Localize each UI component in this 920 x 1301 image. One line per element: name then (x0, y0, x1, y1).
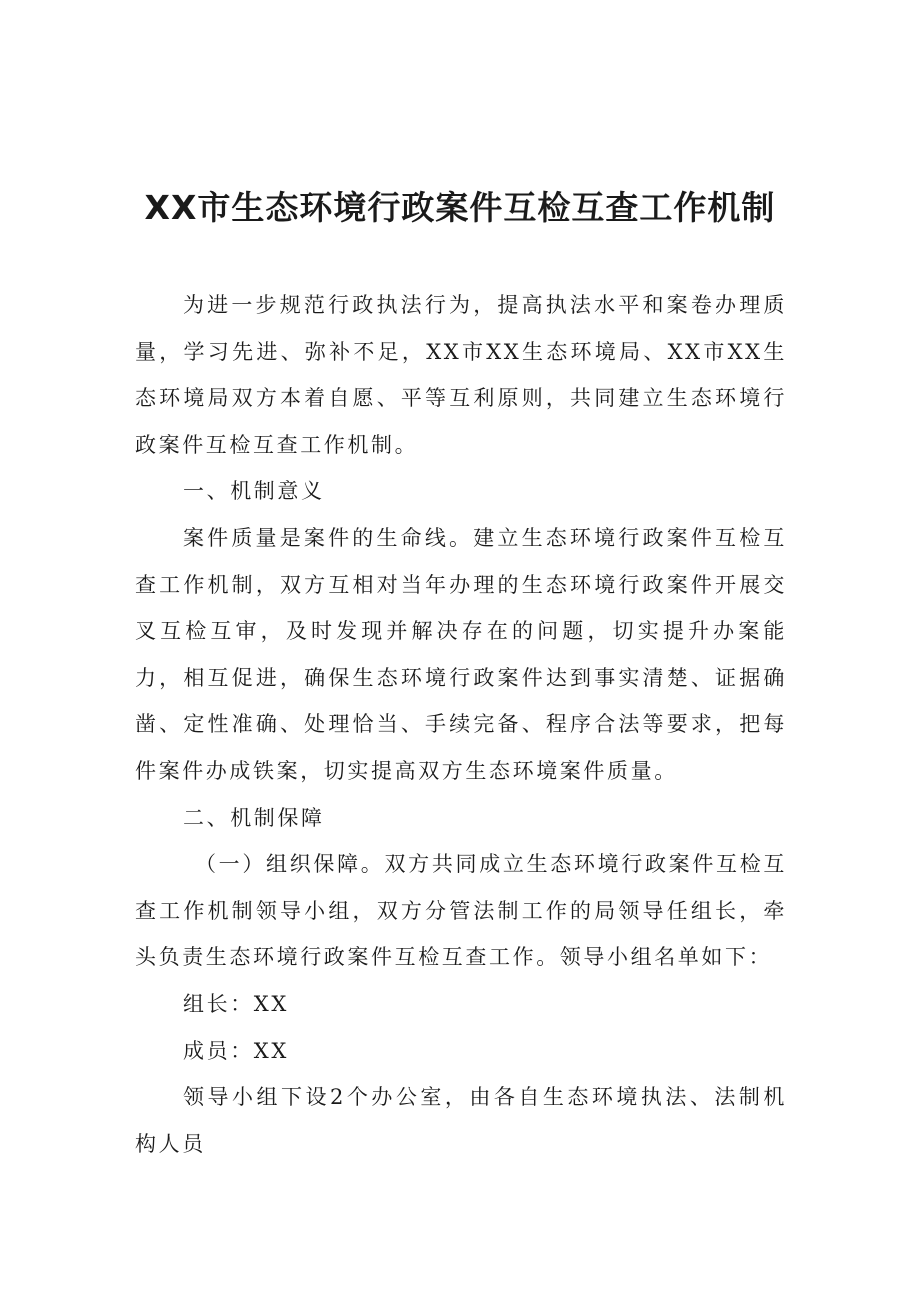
significance-paragraph: 案件质量是案件的生命线。建立生态环境行政案件互检互查工作机制，双方互相对当年办理的生态环境行政案件开展交叉互检互审，及时发现并解决存在的问题，切实提升办案能力，相互促进，确保生态环境行政案件达到事实清楚、证据确凿、定性准确、处理恰当、手续完备、程序合法等要求，把每件案件办成铁案，切实提高双方生态环境案件质量。 (135, 525, 787, 783)
section-heading-significance: 一、机制意义 (183, 479, 325, 504)
office-paragraph: 领导小组下设2个办公室，由各自生态环境执法、法制机构人员 (135, 1085, 787, 1156)
members-line: 成员：XX (183, 1038, 289, 1063)
section-heading-safeguards: 二、机制保障 (183, 805, 325, 830)
intro-paragraph: 为进一步规范行政执法行为，提高执法水平和案卷办理质量，学习先进、弥补不足，XX市XX生态环境局、XX市XX生态环境局双方本着自愿、平等互利原则，共同建立生态环境行政案件互检互查工作机制。 (135, 293, 787, 457)
document-title: XX市生态环境行政案件互检互查工作机制 (144, 188, 776, 227)
document-body (135, 282, 787, 1167)
leader-line: 组长：XX (183, 991, 289, 1016)
organization-paragraph: （一）组织保障。双方共同成立生态环境行政案件互检互查工作机制领导小组，双方分管法制工作的局领导任组长，牵头负责生态环境行政案件互检互查工作。领导小组名单如下： (135, 852, 787, 970)
